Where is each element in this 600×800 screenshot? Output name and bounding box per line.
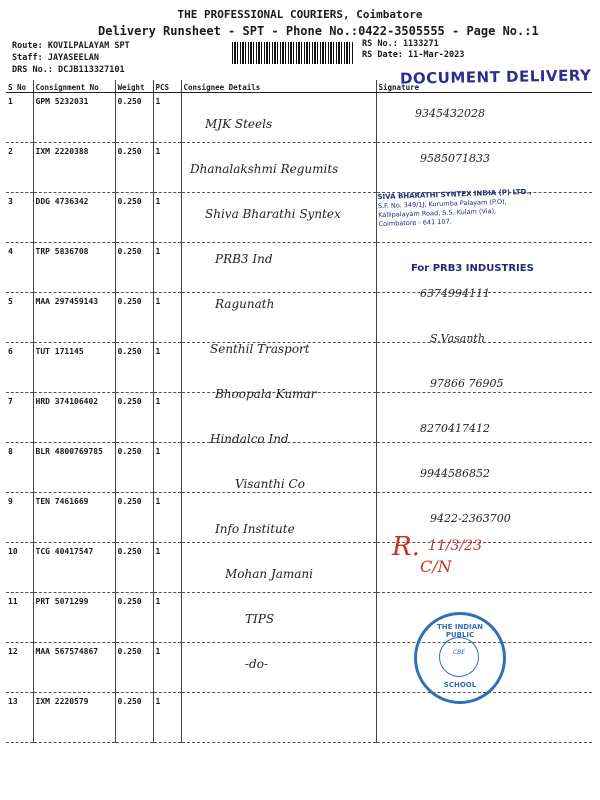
- syntex-stamp-line2: S.F. No. 349/1J, Kurumba Palayam (P.O),: [377, 197, 507, 211]
- cell-pcs: 1: [153, 343, 181, 393]
- cell-sno: 5: [6, 293, 33, 343]
- cell-pcs: 1: [153, 193, 181, 243]
- col-pcs: PCS: [153, 80, 181, 93]
- runsheet-table: [6, 80, 592, 743]
- cell-consignment: MAA 297459143: [33, 293, 115, 343]
- cell-consignment: PRT 5071299: [33, 593, 115, 643]
- syntex-company-stamp: [377, 187, 558, 229]
- handwritten-signature: 9585071833: [420, 152, 490, 165]
- cell-weight: 0.250: [115, 293, 153, 343]
- cell-sno: 2: [6, 143, 33, 193]
- cell-consignment: MAA 567574867: [33, 643, 115, 693]
- table-row: [6, 693, 592, 743]
- cell-weight: 0.250: [115, 643, 153, 693]
- cell-pcs: 1: [153, 93, 181, 143]
- cell-weight: 0.250: [115, 593, 153, 643]
- cell-consignee: [181, 243, 376, 293]
- table-row: [6, 93, 592, 143]
- cell-weight: 0.250: [115, 243, 153, 293]
- syntex-stamp-line3: Kallipalayam Road, S.S. Kulam (Via),: [378, 207, 497, 220]
- handwritten-consignee: Visanthi Co: [235, 477, 305, 491]
- handwritten-signature: 9422-2363700: [430, 512, 511, 525]
- cell-weight: 0.250: [115, 393, 153, 443]
- cell-signature: [376, 393, 592, 443]
- handwritten-signature: S.Vasanth: [430, 332, 485, 345]
- cell-consignee: [181, 293, 376, 343]
- cell-weight: 0.250: [115, 93, 153, 143]
- cell-consignee: [181, 593, 376, 643]
- barcode: [232, 42, 354, 64]
- cell-pcs: 1: [153, 593, 181, 643]
- syntex-stamp-line1: SIVA BHARATHI SYNTEX INDIA (P) LTD.,: [377, 187, 532, 202]
- cell-pcs: 1: [153, 143, 181, 193]
- handwritten-consignee: Bhoopala Kumar: [215, 387, 317, 401]
- cell-sno: 7: [6, 393, 33, 443]
- handwritten-signature: C/N: [420, 557, 452, 576]
- handwritten-signature: 9345432028: [415, 107, 485, 120]
- cell-consignee: [181, 693, 376, 743]
- syntex-stamp-line4: Coimbatore - 641 107.: [378, 217, 452, 229]
- cell-weight: 0.250: [115, 143, 153, 193]
- cell-consignment: IXM 2220579: [33, 693, 115, 743]
- cell-sno: 4: [6, 243, 33, 293]
- cell-sno: 1: [6, 93, 33, 143]
- handwritten-signature: 9944586852: [420, 467, 490, 480]
- red-initial: R.: [392, 532, 420, 562]
- cell-pcs: 1: [153, 293, 181, 343]
- cell-weight: 0.250: [115, 193, 153, 243]
- cell-pcs: 1: [153, 693, 181, 743]
- handwritten-consignee: PRB3 Ind: [215, 252, 273, 266]
- handwritten-signature: 97866 76905: [430, 377, 504, 390]
- col-weight: Weight: [115, 80, 153, 93]
- seal-left-text: CBE: [452, 649, 466, 656]
- cell-pcs: 1: [153, 643, 181, 693]
- handwritten-signature: 6374994111: [420, 287, 490, 300]
- runsheet-subtitle: Delivery Runsheet - SPT - Phone No.:0422-3505555 - Page No.:1: [98, 24, 539, 38]
- rs-number: RS No.: 1133271: [362, 39, 439, 49]
- cell-signature: [376, 693, 592, 743]
- cell-sno: 3: [6, 193, 33, 243]
- cell-signature: [376, 143, 592, 193]
- handwritten-consignee: Shiva Bharathi Syntex: [205, 207, 341, 221]
- cell-sno: 10: [6, 543, 33, 593]
- table-row: [6, 293, 592, 343]
- cell-pcs: 1: [153, 243, 181, 293]
- prb3-stamp: For PRB3 INDUSTRIES: [411, 263, 534, 274]
- drs-number: DRS No.: DCJB113327101: [12, 65, 125, 75]
- cell-pcs: 1: [153, 443, 181, 493]
- col-signature: Signature: [376, 80, 592, 93]
- handwritten-signature: 8270417412: [420, 422, 490, 435]
- handwritten-consignee: Info Institute: [215, 522, 295, 536]
- staff-label: Staff: JAYASEELAN: [12, 53, 99, 63]
- table-row: [6, 593, 592, 643]
- handwritten-consignee: TIPS: [245, 612, 275, 626]
- seal-inner-ring: [439, 637, 479, 677]
- rs-date: RS Date: 11-Mar-2023: [362, 50, 465, 60]
- cell-consignment: IXM 2220388: [33, 143, 115, 193]
- cell-consignment: TEN 7461669: [33, 493, 115, 543]
- cell-consignment: BLR 4800769785: [33, 443, 115, 493]
- cell-weight: 0.250: [115, 343, 153, 393]
- cell-consignment: TCG 40417547: [33, 543, 115, 593]
- col-consignee: Consignee Details: [181, 80, 376, 93]
- cell-pcs: 1: [153, 543, 181, 593]
- cell-weight: 0.250: [115, 443, 153, 493]
- cell-consignment: GPM 5232031: [33, 93, 115, 143]
- cell-consignment: TUT 171145: [33, 343, 115, 393]
- cell-consignment: HRD 374106402: [33, 393, 115, 443]
- company-title: THE PROFESSIONAL COURIERS, Coimbatore: [177, 8, 423, 21]
- handwritten-consignee: -do-: [245, 657, 269, 671]
- cell-weight: 0.250: [115, 493, 153, 543]
- cell-pcs: 1: [153, 493, 181, 543]
- cell-sno: 11: [6, 593, 33, 643]
- cell-sno: 9: [6, 493, 33, 543]
- document-delivery-stamp: DOCUMENT DELIVERY: [399, 66, 592, 88]
- red-date-note: 11/3/23: [428, 538, 482, 554]
- cell-consignment: TRP 5836708: [33, 243, 115, 293]
- cell-sno: 13: [6, 693, 33, 743]
- cell-sno: 8: [6, 443, 33, 493]
- col-consignment: Consignment No: [33, 80, 115, 93]
- cell-sno: 6: [6, 343, 33, 393]
- handwritten-consignee: Senthil Trasport: [210, 342, 310, 356]
- handwritten-consignee: Hindalco Ind: [210, 432, 289, 446]
- cell-weight: 0.250: [115, 543, 153, 593]
- cell-consignee: [181, 643, 376, 693]
- handwritten-consignee: Mohan Jamani: [225, 567, 314, 581]
- seal-top-text: THE INDIAN PUBLIC: [436, 623, 483, 639]
- route-label: Route: KOVILPALAYAM SPT: [12, 41, 130, 51]
- cell-weight: 0.250: [115, 693, 153, 743]
- cell-consignment: DDG 4736342: [33, 193, 115, 243]
- col-sno: S No: [6, 80, 33, 93]
- handwritten-consignee: Ragunath: [215, 297, 275, 311]
- school-seal-stamp: [414, 612, 506, 704]
- handwritten-consignee: Dhanalakshmi Regumits: [190, 162, 339, 176]
- cell-sno: 12: [6, 643, 33, 693]
- cell-pcs: 1: [153, 393, 181, 443]
- handwritten-consignee: MJK Steels: [205, 117, 273, 131]
- seal-bottom-text: SCHOOL: [443, 681, 477, 689]
- table-header-row: [6, 80, 592, 93]
